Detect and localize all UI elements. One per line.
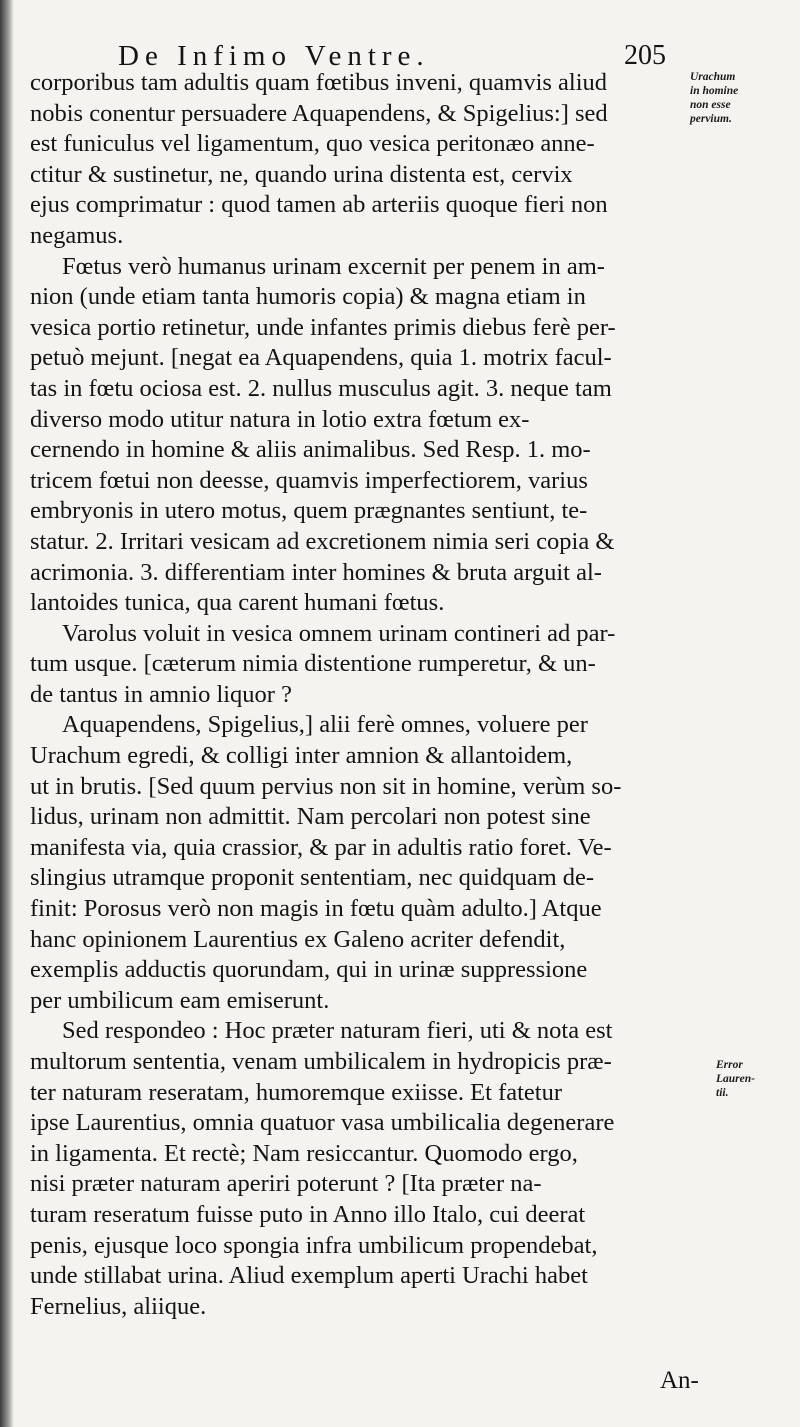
- text-line: penis, ejusque loco spongia infra umbilicum propendebat,: [30, 1231, 598, 1259]
- text-line: statur. 2. Irritari vesicam ad excretionem nimia seri copia &: [30, 527, 615, 555]
- paragraph-start-line: Fœtus verò humanus urinam excernit per penem in am-: [62, 252, 605, 280]
- text-line: lantoides tunica, qua carent humani fœtus.: [30, 589, 445, 617]
- text-line: nobis conentur persuadere Aquapendens, & Spigelius:] sed: [30, 99, 608, 127]
- margin-note-line: in homine: [690, 85, 739, 97]
- running-title: De Infimo Ventre.: [118, 40, 430, 72]
- text-line: nion (unde etiam tanta humoris copia) & magna etiam in: [30, 283, 586, 311]
- catchword: An-: [660, 1367, 699, 1394]
- text-line: per umbilicum eam emiserunt.: [30, 986, 330, 1014]
- text-line: embryonis in utero motus, quem prægnantes sentiunt, te-: [30, 497, 588, 525]
- text-line: corporibus tam adultis quam fœtibus inveni, quamvis aliud: [30, 69, 608, 96]
- text-line: finit: Porosus verò non magis in fœtu quàm adulto.] Atque: [30, 895, 602, 923]
- text-line: est funiculus vel ligamentum, quo vesica peritonæo anne-: [30, 130, 595, 158]
- margin-note-line: non esse: [690, 99, 731, 111]
- body-text: [30, 68, 686, 1322]
- margin-note-line: Lauren-: [716, 1073, 755, 1085]
- text-line: tas in fœtu ociosa est. 2. nullus musculus agit. 3. neque tam: [30, 374, 612, 402]
- text-line: Fernelius, aliique.: [30, 1292, 207, 1320]
- text-line: ejus comprimatur : quod tamen ab arteriis quoque fieri non: [30, 191, 608, 219]
- text-line: ctitur & sustinetur, ne, quando urina distenta est, cervix: [30, 160, 573, 188]
- text-line: de tantus in amnio liquor ?: [30, 680, 292, 708]
- text-line: cernendo in homine & aliis animalibus. Sed Resp. 1. mo-: [30, 436, 591, 464]
- text-line: ter naturam reseratam, humoremque exiisse. Et fatetur: [30, 1078, 562, 1106]
- text-line: tricem fœtui non deesse, quamvis imperfectiorem, varius: [30, 466, 588, 494]
- text-line: unde stillabat urina. Aliud exemplum aperti Urachi habet: [30, 1262, 588, 1290]
- text-line: Urachum egredi, & colligi inter amnion & allantoidem,: [30, 742, 573, 770]
- paragraph-start-line: Varolus voluit in vesica omnem urinam contineri ad par-: [62, 619, 616, 647]
- text-line: exemplis adductis quorundam, qui in urinæ suppressione: [30, 956, 588, 984]
- text-line: manifesta via, quia crassior, & par in adultis ratio foret. Ve-: [30, 833, 612, 861]
- margin-note-urachum: [690, 70, 780, 126]
- text-line: hanc opinionem Laurentius ex Galeno acriter defendit,: [30, 925, 566, 953]
- text-line: tum usque. [cæterum nimia distentione rumperetur, & un-: [30, 650, 596, 678]
- margin-note-line: tii.: [716, 1087, 729, 1099]
- margin-note-line: Urachum: [690, 71, 736, 83]
- paragraph-start-line: Aquapendens, Spigelius,] alii ferè omnes, voluere per: [62, 711, 588, 739]
- text-line: slingius utramque proponit sententiam, nec quidquam de-: [30, 864, 595, 892]
- margin-note-line: Error: [716, 1059, 743, 1071]
- page-gutter-shadow: [0, 0, 14, 1427]
- text-line: nisi præter naturam aperiri poterunt ? [Ita præter na-: [30, 1170, 542, 1198]
- text-line: negamus.: [30, 221, 124, 249]
- paragraph-start-line: Sed respondeo : Hoc præter naturam fieri, uti & nota est: [62, 1017, 613, 1045]
- text-line: acrimonia. 3. differentiam inter homines & bruta arguit al-: [30, 558, 602, 586]
- text-line: vesica portio retinetur, unde infantes primis diebus ferè per-: [30, 313, 616, 341]
- text-line: lidus, urinam non admittit. Nam percolari non potest sine: [30, 803, 591, 831]
- text-line: ipse Laurentius, omnia quatuor vasa umbilicalia degenerare: [30, 1109, 615, 1137]
- text-line: petuò mejunt. [negat ea Aquapendens, quia 1. motrix facul-: [30, 344, 612, 372]
- text-line: multorum sententia, venam umbilicalem in hydropicis præ-: [30, 1048, 612, 1075]
- text-line: turam reseratum fuisse puto in Anno illo Italo, cui deerat: [30, 1200, 586, 1228]
- text-line: in ligamenta. Et rectè; Nam resiccantur. Quomodo ergo,: [30, 1139, 578, 1167]
- text-line: diverso modo utitur natura in lotio extra fœtum ex-: [30, 405, 530, 433]
- text-line: ut in brutis. [Sed quum pervius non sit in homine, verùm so-: [30, 772, 622, 800]
- margin-note-error-laurentii: [716, 1058, 800, 1100]
- page-number: 205: [624, 40, 666, 71]
- margin-note-line: pervium.: [690, 113, 732, 125]
